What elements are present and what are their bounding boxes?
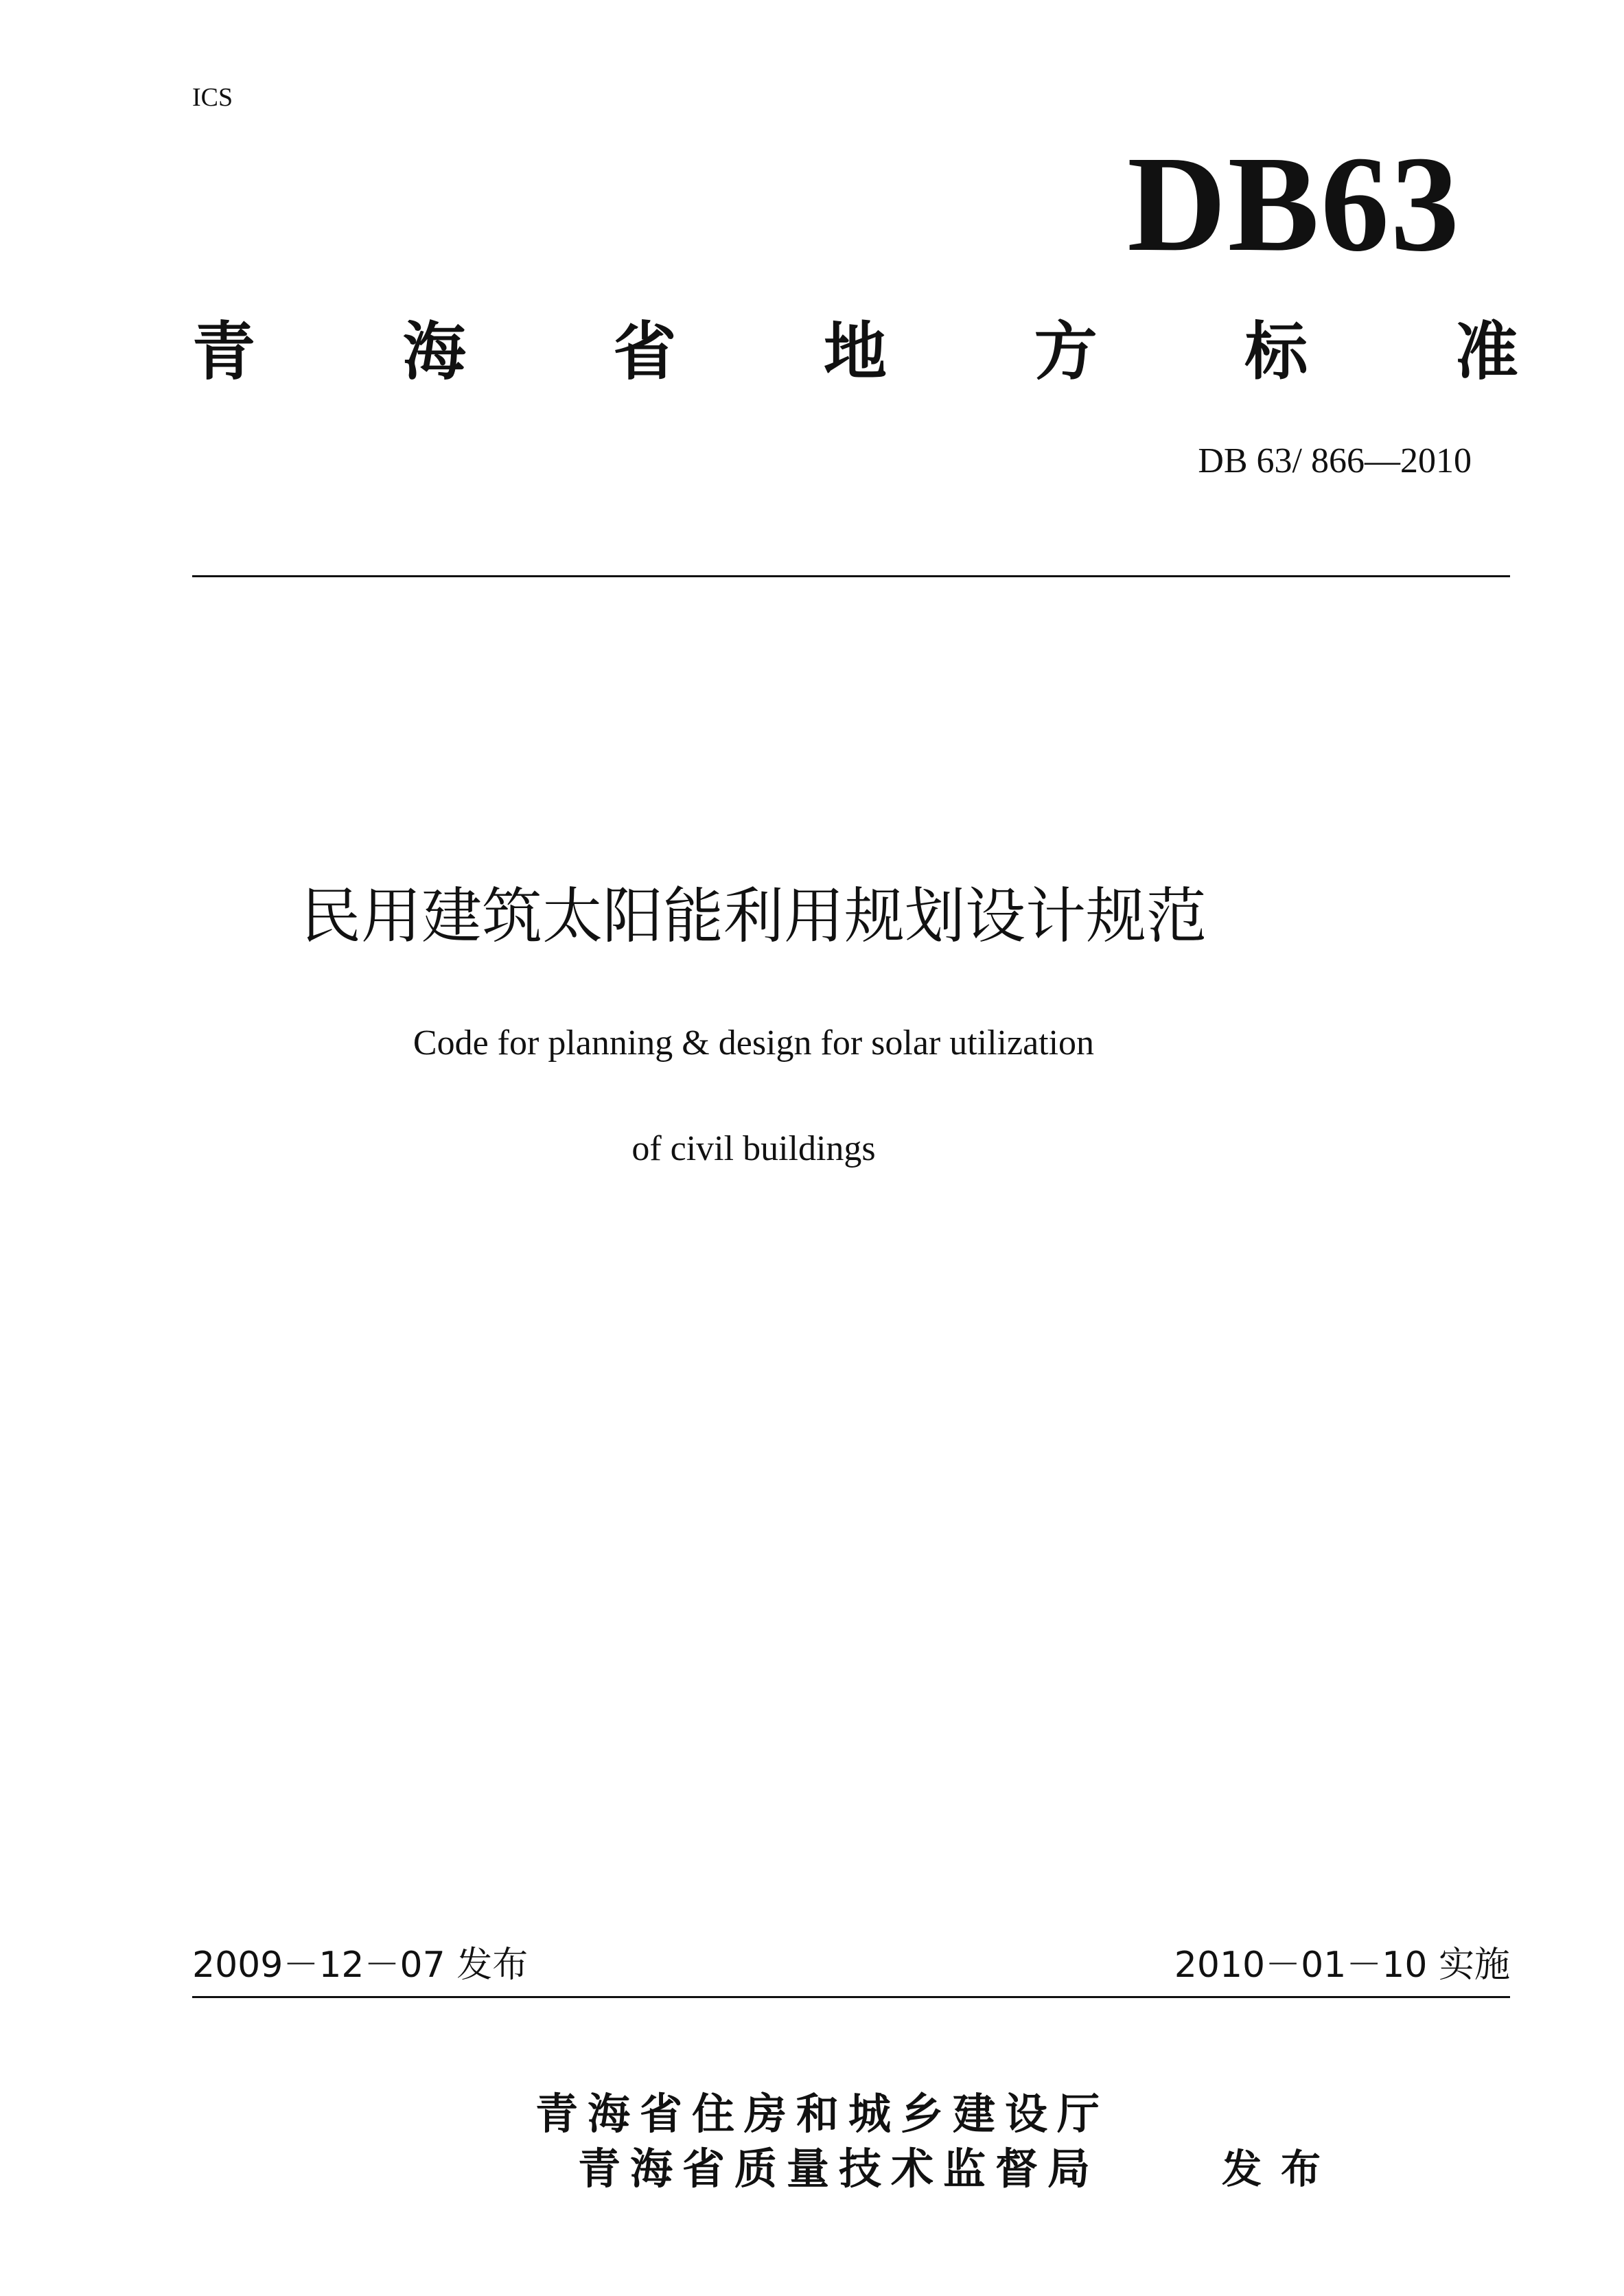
standard-type-char: 省 xyxy=(613,315,677,389)
dates-row xyxy=(192,1943,1510,1988)
standard-type-heading xyxy=(192,314,1518,390)
ics-label: ICS xyxy=(192,83,233,112)
standard-number: DB 63/ 866—2010 xyxy=(1198,441,1472,480)
standard-type-char: 标 xyxy=(1244,315,1308,389)
standard-type-char: 准 xyxy=(1454,315,1518,389)
effective-date: 2010－01－10 实施 xyxy=(1174,1945,1510,1986)
standard-type-char: 地 xyxy=(823,315,887,389)
document-title-chinese: 民用建筑太阳能利用规划设计规范 xyxy=(300,881,1207,951)
top-divider xyxy=(192,575,1510,577)
db-code: DB63 xyxy=(1127,128,1461,280)
standard-type-char: 海 xyxy=(402,315,466,389)
publishers-block xyxy=(535,2087,1109,2196)
publish-label: 发布 xyxy=(1222,2146,1341,2192)
document-title-english-line-1: Code for planning & design for solar utilization xyxy=(413,1023,1095,1063)
publish-date: 2009－12－07 发布 xyxy=(192,1945,529,1986)
bottom-divider xyxy=(192,1996,1510,1998)
publisher-name: 青海省住房和城乡建设厅 xyxy=(535,2089,1110,2139)
standard-type-char: 青 xyxy=(192,315,256,389)
document-title-english-line-2: of civil buildings xyxy=(631,1129,876,1168)
publisher-name: 青海省质量技术监督局 xyxy=(578,2144,1100,2194)
standard-type-char: 方 xyxy=(1034,315,1098,389)
